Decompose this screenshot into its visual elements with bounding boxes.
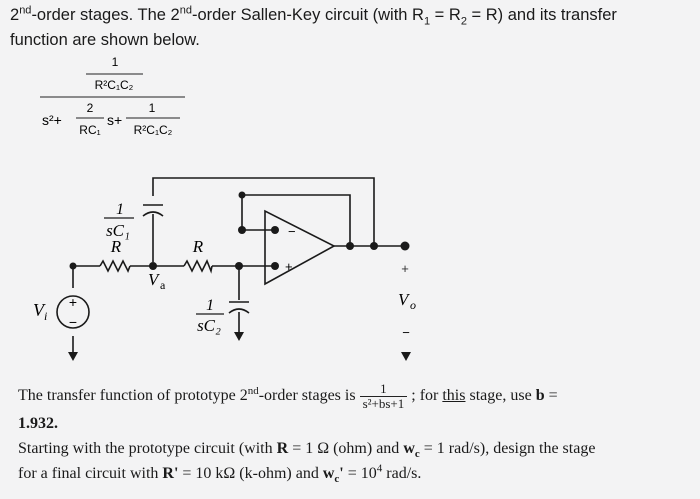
bottom-l4-d: rad/s. [382, 465, 422, 482]
capacitor-c2 [229, 302, 249, 313]
bottom-text [18, 382, 688, 486]
bottom-text-c: ; for [411, 387, 443, 405]
tf-coef-denominator: RC₁ [79, 123, 101, 137]
prototype-denominator: s²+bs+1 [360, 396, 408, 411]
noninverting-input-dot [271, 262, 279, 270]
ground-arrow-source [68, 352, 78, 361]
bottom-text-d: stage, use [465, 387, 536, 405]
transfer-function-formula [0, 0, 700, 170]
bottom-sup: nd [247, 384, 259, 397]
intro-sub-1: 1 [423, 15, 431, 28]
junction-dot [235, 262, 243, 270]
bottom-l4-a: for a final circuit with [18, 465, 163, 482]
wc-prime-letter: w [322, 465, 335, 482]
output-terminal [401, 242, 410, 251]
ground-arrow-c2 [234, 332, 244, 341]
resistor-r1 [100, 261, 130, 271]
intro-line-2: function are shown below. [10, 31, 200, 49]
tf-s-term: s+ [107, 112, 123, 128]
vo-label: V [398, 290, 409, 309]
bottom-line-3 [18, 436, 688, 461]
vi-label: V [33, 300, 44, 320]
bottom-l4-c: = 10 [343, 465, 377, 482]
junction-dot [239, 192, 246, 199]
tf-const-denominator: R²C₁C₂ [133, 123, 173, 137]
intro-sup-1: nd [19, 4, 32, 17]
intro-text-a: 2 [10, 6, 20, 24]
prototype-numerator: 1 [380, 381, 387, 396]
bottom-line-4 [18, 461, 688, 486]
vo-minus: − [402, 325, 410, 340]
b-value: 1.932. [18, 415, 58, 432]
ground-arrow-output [401, 352, 411, 361]
tf-top-numerator: 1 [111, 55, 119, 69]
tf-const-numerator: 1 [148, 101, 156, 115]
c1-numerator: 1 [116, 201, 124, 218]
feedback-wire-top [153, 178, 374, 246]
inverting-feedback-wire [242, 195, 275, 230]
va-subscript: a [160, 278, 166, 292]
prototype-fraction [360, 382, 408, 411]
bottom-text-a: The transfer function of prototype 2 [18, 387, 248, 405]
opamp-minus-sign: − [288, 224, 296, 239]
source-minus: − [68, 314, 78, 330]
r2-label: R [192, 237, 204, 256]
underlined-this: this [442, 387, 466, 405]
output-feedback-wire [242, 195, 350, 246]
wc-prime-mark: ' [339, 465, 344, 482]
variable-r-prime: R' [162, 465, 179, 482]
source-plus: + [68, 294, 78, 310]
va-label: V [148, 270, 159, 289]
variable-wc [403, 440, 420, 461]
op-amp [265, 211, 334, 284]
vo-subscript: o [410, 298, 416, 312]
node-va-dot [149, 262, 157, 270]
bottom-text-b: -order stages is [258, 387, 356, 405]
bottom-l3-c: = 1 rad/s), design the stage [419, 440, 596, 457]
variable-b: b [535, 387, 545, 405]
junction-dot [238, 226, 246, 234]
bottom-line-1 [18, 382, 688, 411]
intro-text-c: -order Sallen-Key circuit (with R [191, 6, 424, 24]
sallen-key-circuit [0, 160, 700, 380]
vo-plus: + [401, 261, 409, 276]
wc-letter: w [403, 440, 415, 457]
bottom-line-2 [18, 411, 688, 436]
intro-sup-2: nd [179, 4, 192, 17]
bottom-l3-b: = 1 Ω (ohm) and [288, 440, 404, 457]
opamp-plus-sign: + [285, 259, 293, 274]
wc-prime-subscript: c [334, 473, 340, 486]
c1-denominator: sC₁ [106, 221, 130, 240]
tf-s2-term: s²+ [42, 112, 62, 128]
intro-text-e: = R) and its transfer [466, 6, 617, 24]
bottom-l4-b: = 10 kΩ (k-ohm) and [178, 465, 323, 482]
inverting-input-dot [271, 226, 279, 234]
r1-label: R [110, 237, 122, 256]
exponent-4: 4 [376, 462, 383, 475]
bottom-l3-a: Starting with the prototype circuit (with [18, 440, 277, 457]
intro-text-d: = R [430, 6, 461, 24]
resistor-r2 [184, 261, 212, 271]
variable-r: R [276, 440, 289, 457]
bottom-text-e: = [544, 387, 558, 405]
variable-wc-prime [322, 465, 344, 486]
c2-denominator: sC₂ [197, 316, 221, 335]
junction-dot [346, 242, 354, 250]
junction-dot [370, 242, 378, 250]
tf-top-denominator: R²C₁C₂ [94, 78, 134, 92]
intro-text-b: -order stages. The 2 [31, 6, 180, 24]
junction-dot [70, 263, 77, 270]
intro-sub-2: 2 [460, 15, 467, 28]
vi-subscript: i [44, 309, 48, 323]
tf-coef-numerator: 2 [86, 101, 94, 115]
wc-subscript: c [414, 448, 420, 461]
c2-numerator: 1 [206, 297, 214, 314]
